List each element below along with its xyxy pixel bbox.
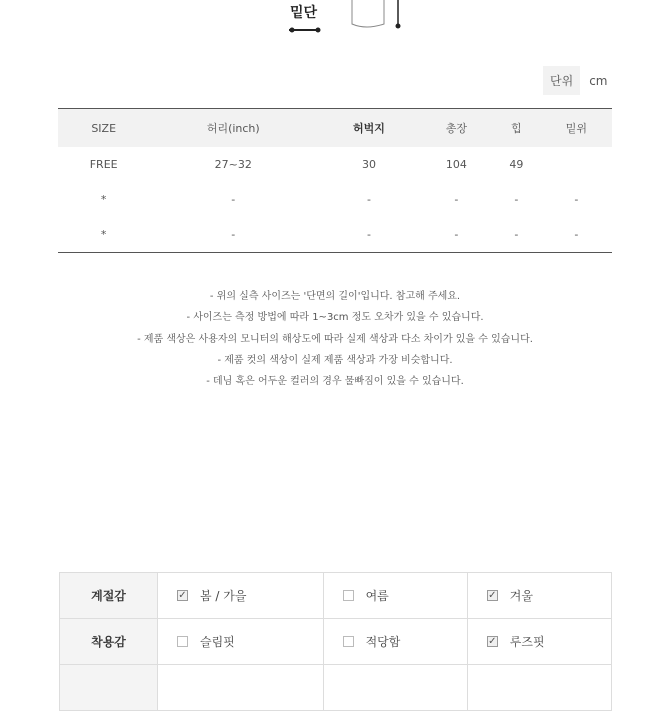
table-cell: * [100,228,107,241]
checkbox[interactable]: ✓ [178,590,187,601]
table-cell: - [366,193,371,206]
checkbox[interactable] [343,636,354,647]
header-hip: 힙 [492,109,541,148]
size-notes [0,286,670,392]
table-row [58,217,612,253]
unit-value: cm [589,73,608,88]
option-cell [467,665,611,711]
table-cell: 27~32 [214,158,252,171]
option-cell [323,665,467,711]
option-cell [467,619,611,665]
hem-measure-line [289,29,320,31]
table-cell: 104 [445,158,467,171]
fit-label: 착용감 [60,619,158,665]
header-waist: 허리(inch) [149,109,317,148]
table-cell: FREE [89,158,118,171]
header-size: SIZE [58,109,149,148]
header-length: 총장 [421,109,492,148]
option-label: 적당함 [365,635,401,649]
table-cell: - [454,228,459,241]
table-cell: 49 [509,158,524,171]
pants-measure-figure [0,0,670,45]
header-rise: 밑위 [541,109,612,148]
option-cell [158,573,324,619]
table-row [58,147,612,182]
option-cell [158,619,324,665]
header-thigh: 허벅지 [317,109,421,148]
partial-row-label [60,665,158,711]
option-cell [467,573,611,619]
option-cell [158,665,324,711]
season-label: 계절감 [60,573,158,619]
checkbox[interactable] [343,590,354,601]
note-line: - 제품 색상은 사용자의 모니터의 해상도에 따라 실제 색상과 다소 차이가 있을 수 있습니다. [137,333,533,345]
checkbox[interactable] [177,636,188,647]
option-cell [323,573,467,619]
product-feel-table [59,572,612,711]
option-label: 겨울 [509,589,533,603]
checkbox[interactable]: ✓ [488,590,497,601]
table-cell: - [454,193,459,206]
size-table [58,108,612,253]
table-cell: * [100,193,107,206]
feel-row-season [60,573,612,619]
size-table-header-row [58,109,612,148]
length-measure-dot [396,24,401,29]
option-label: 봄 / 가을 [200,589,247,603]
pants-hem-outline [352,0,384,27]
feel-row-fit [60,619,612,665]
table-cell: - [231,228,236,241]
table-cell: 30 [361,158,376,171]
hem-label: 밑단 [290,5,318,21]
note-line: - 데님 혹은 어두운 컬러의 경우 물빠짐이 있을 수 있습니다. [206,376,464,388]
table-cell: - [514,228,519,241]
option-cell [323,619,467,665]
note-line: - 위의 실측 사이즈는 '단면의 길이'입니다. 참고해 주세요. [209,291,461,302]
table-cell [541,147,612,182]
unit-label: 단위 [543,66,580,95]
note-line: - 제품 컷의 색상이 실제 제품 색상과 가장 비슷합니다. [217,354,453,366]
option-label: 슬림핏 [200,635,235,649]
table-cell: - [366,228,371,241]
table-row [58,182,612,217]
option-label: 여름 [365,589,389,603]
unit-indicator [543,66,607,95]
table-cell: - [514,193,519,206]
option-label: 루즈핏 [509,635,545,649]
note-line: - 사이즈는 측정 방법에 따라 1~3cm 정도 오차가 있을 수 있습니다. [186,312,484,324]
table-cell: - [574,228,579,241]
table-cell: - [231,193,236,206]
table-cell: - [574,193,579,206]
feel-row-partial [60,665,612,711]
checkbox[interactable]: ✓ [488,636,497,647]
